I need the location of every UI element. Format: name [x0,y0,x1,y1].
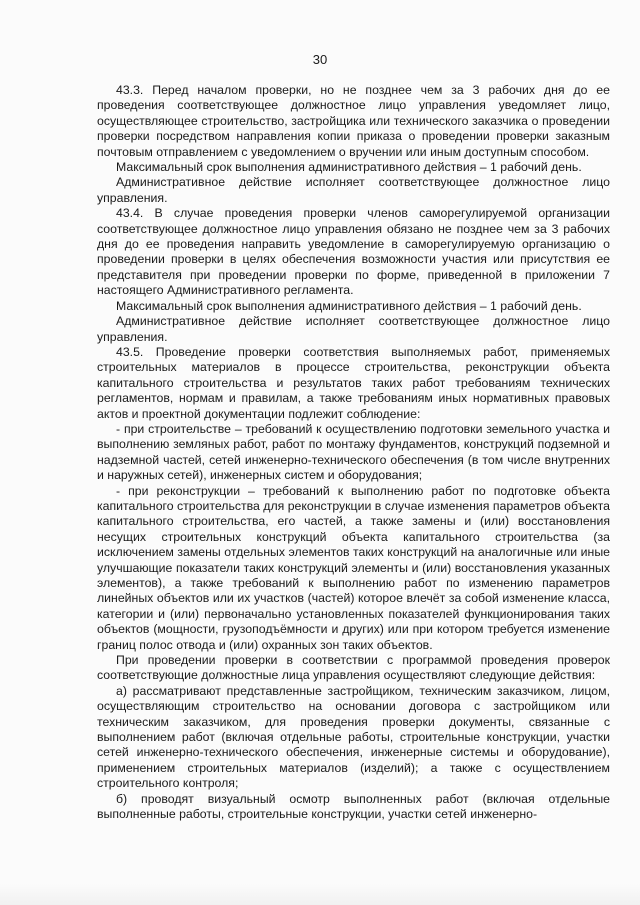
scan-bottom-edge [0,884,640,905]
list-item-a: а) рассматривают представленные застройщиком, техническим заказчиком, лицом, осуществляющим строительство на основании договора с застройщиком или техническим заказчиком, для проведения проверки документы, связанные с выполнением работ (включая отдельные работы, строительные конструкции, участки сетей инженерно-технического обеспечения, инженерные системы и оборудование), применением строительных материалов (изделий); а также с осуществлением строительного контроля; [97,683,610,791]
paragraph-deadline-2: Максимальный срок выполнения административного действия – 1 рабочий день. [116,298,582,313]
list-item-reconstruction: - при реконструкции – требований к выполнению работ по подготовке объекта капитального строительства для реконструкции в случае изменения параметров объекта капитального строительства, его частей, а также замены и (или) восстановления несущих строительных конструкций объекта капитального строительства (за исключением замены отдельных элементов таких конструкций на аналогичные или иные улучшающие показатели таких конструкций элементы и (или) восстановления указанных элементов), а также требований к выполнению работ по изменению параметров линейных объектов или их участков (частей) которое влечёт за собой изменение класса, категории и (или) первоначально установленных показателей функционирования таких объектов (мощности, грузоподъёмности и других) или при котором требуется изменение границ полос отвода и (или) охранных зон таких объектов. [97,483,611,652]
paragraph-executor-2: Административное действие исполняет соответствующее должностное лицо управления. [97,314,610,344]
paragraph-43-5: 43.5. Проведение проверки соответствия выполняемых работ, применяемых строительных материалов в процессе строительства, реконструкции объекта капитального строительства и результатов таких работ требованиям технических регламентов, нормам и правилам, а также требованиям иных нормативных правовых актов и проектной документации подлежит соблюдение: [97,344,610,421]
list-item-construction: - при строительстве – требований к осуществлению подготовки земельного участка и выполнению земляных работ, работ по монтажу фундаментов, конструкций подземной и надземной частей, сетей инженерно-технического обеспечения (в том числе внутренних и наружных сетей), инженерных систем и оборудования; [97,421,610,483]
document-body [97,83,610,823]
paragraph-43-3: 43.3. Перед началом проверки, но не позднее чем за 3 рабочих дня до ее проведения соответствующее должностное лицо управления уведомляет лицо, осуществляющее строительство, застройщика или технического заказчика о проведении проверки посредством направления копии приказа о проведении проверки заказным почтовым отправлением с уведомлением о вручении или иным доступным способом. [97,83,610,159]
paragraph-43-4: 43.4. В случае проведения проверки членов саморегулируемой организации соответствующее должностное лицо управления обязано не позднее чем за 3 рабочих дня до ее проведения направить уведомление в саморегулируемую организацию о проведении проверки в целях обеспечения возможности участия или присутствия ее представителя при проведении проверки по форме, приведенной в приложении 7 настоящего Административного регламента. [97,206,610,298]
paragraph-deadline-1: Максимальный срок выполнения административного действия – 1 рабочий день. [116,160,582,175]
paragraph-executor-1: Административное действие исполняет соответствующее должностное лицо управления. [97,175,610,205]
page-number: 30 [312,52,328,67]
list-item-b: б) проводят визуальный осмотр выполненных работ (включая отдельные выполненные работы, строительные конструкции, участки сетей инженерно- [97,791,610,822]
paragraph-inspection-actions: При проведении проверки в соответствии с программой проведения проверок соответствующие должностные лица управления осуществляют следующие действия: [97,653,610,683]
